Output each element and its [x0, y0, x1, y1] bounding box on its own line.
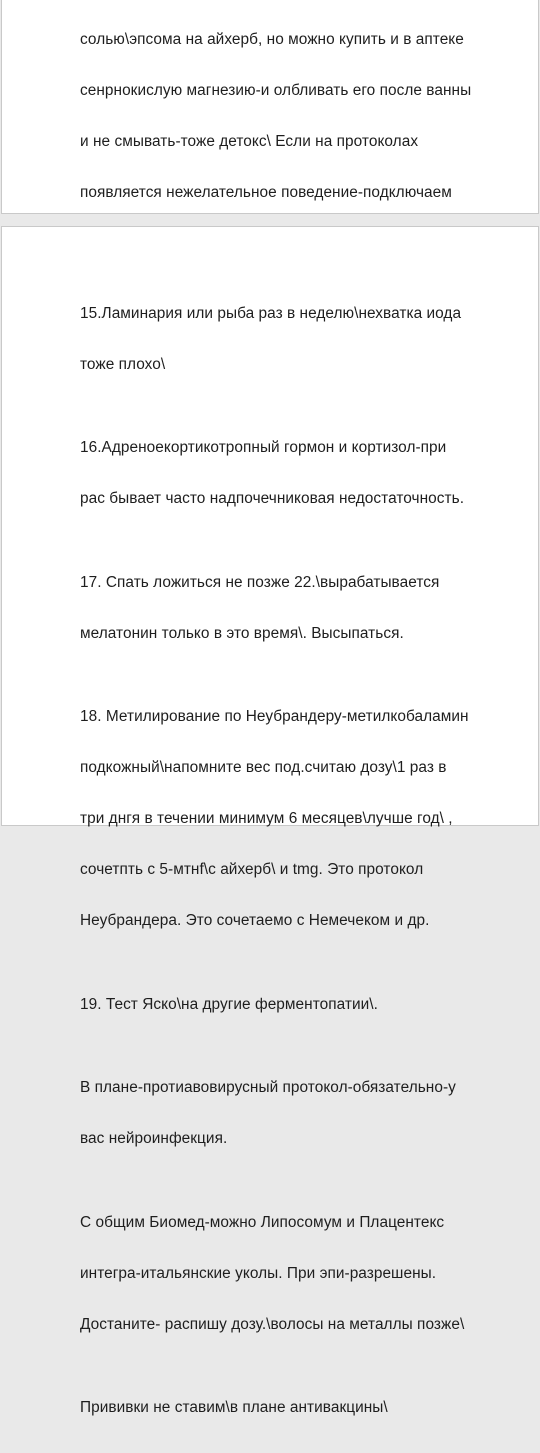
text-line: 15.Ламинария или рыба раз в неделю\нехватка иода — [80, 304, 462, 322]
text-line: Неубрандера. Это сочетаемо с Немечеком и др. — [80, 912, 430, 929]
text-line: появляется нежелательное поведение-подключаем — [80, 183, 452, 201]
paragraph-item-17 — [80, 544, 520, 672]
document-page-1 — [1, 0, 539, 214]
paragraph-item-19 — [80, 966, 520, 1043]
paragraph-item-16 — [80, 410, 520, 538]
text-line: рас бывает часто надпочечниковая недостаточность. — [80, 490, 465, 507]
text-line: В плане-протиавовирусный протокол-обязательно-у — [80, 1079, 456, 1096]
page-2-text — [80, 275, 520, 1453]
paragraph-item-15 — [80, 275, 520, 403]
text-line: три днгя в течении минимум 6 месяцев\лучше год\ , — [80, 810, 453, 827]
text-line: тоже плохо\ — [80, 355, 166, 373]
text-line: и не смывать-тоже детокс\ Если на протоколах — [80, 132, 419, 150]
paragraph-item-18 — [80, 679, 520, 960]
paragraph-antiviral — [80, 1050, 520, 1178]
text-line: 18. Метилирование по Неубрандеру-метилкобаламин — [80, 708, 469, 725]
text-line: Достаните- распишу дозу.\волосы на металлы позже\ — [80, 1315, 465, 1333]
text-line: 16.Адреноекортикотропный гормон и кортизол-при — [80, 439, 447, 456]
paragraph-biomed — [80, 1184, 520, 1363]
text-line: солью\эпсома на айхерб, но можно купить и в аптеке — [80, 30, 464, 48]
text-line: С общим Биомед-можно Липосомум и Плацентекс — [80, 1213, 445, 1231]
document-page-2 — [1, 226, 539, 1416]
text-line: 17. Спать ложиться не позже 22.\вырабатывается — [80, 573, 440, 591]
text-line: вас нейроинфекция. — [80, 1130, 228, 1147]
text-line: подкожный\напомните вес под.считаю дозу\1 раз в — [80, 759, 447, 776]
text-line: 19. Тест Яско\на другие ферментопатии\. — [80, 995, 378, 1013]
text-line: интегра-итальянские уколы. При эпи-разрешены. — [80, 1264, 437, 1282]
text-line: мелатонин только в это время\. Высыпаться. — [80, 624, 404, 642]
text-line: Прививки не ставим\в плане антивакцины\ — [80, 1399, 388, 1416]
text-line: сенрнокислую магнезию-и олбливать его после ванны — [80, 81, 472, 99]
paragraph-vaccines — [80, 1370, 520, 1447]
text-line: сочетпть с 5-мтнf\c айхерб\ и tmg. Это протокол — [80, 861, 424, 878]
